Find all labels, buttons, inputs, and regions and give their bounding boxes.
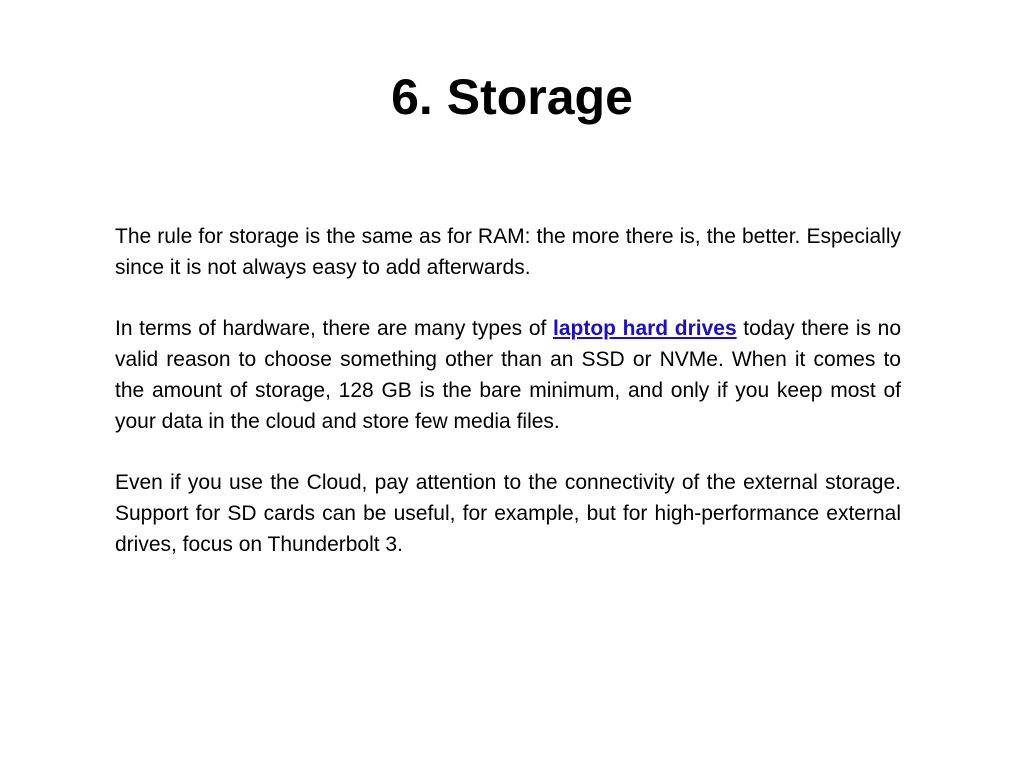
paragraph-hardware-types — [115, 314, 901, 437]
slide-title: 6. Storage — [391, 69, 633, 125]
slide-body — [115, 222, 901, 561]
paragraph-hardware-text-after: today there is no valid reason to choose something other than an SSD or NVMe. When it comes to the amount of storage, 128 GB is the bare minimum, and only if you keep most of your data in the cloud and store few media files. — [115, 317, 901, 433]
laptop-hard-drives-link[interactable]: laptop hard drives — [552, 317, 737, 341]
paragraph-storage-rule: The rule for storage is the same as for RAM: the more there is, the better. Especially since it is not always easy to add afterwards. — [115, 225, 901, 279]
paragraph-hardware-text-before: In terms of hardware, there are many types of — [115, 317, 553, 341]
paragraph-cloud-connectivity: Even if you use the Cloud, pay attention to the connectivity of the external storage. Support for SD cards can be useful, for example, but for high-performance external drives, focus on Thunderbolt 3. — [115, 471, 901, 556]
